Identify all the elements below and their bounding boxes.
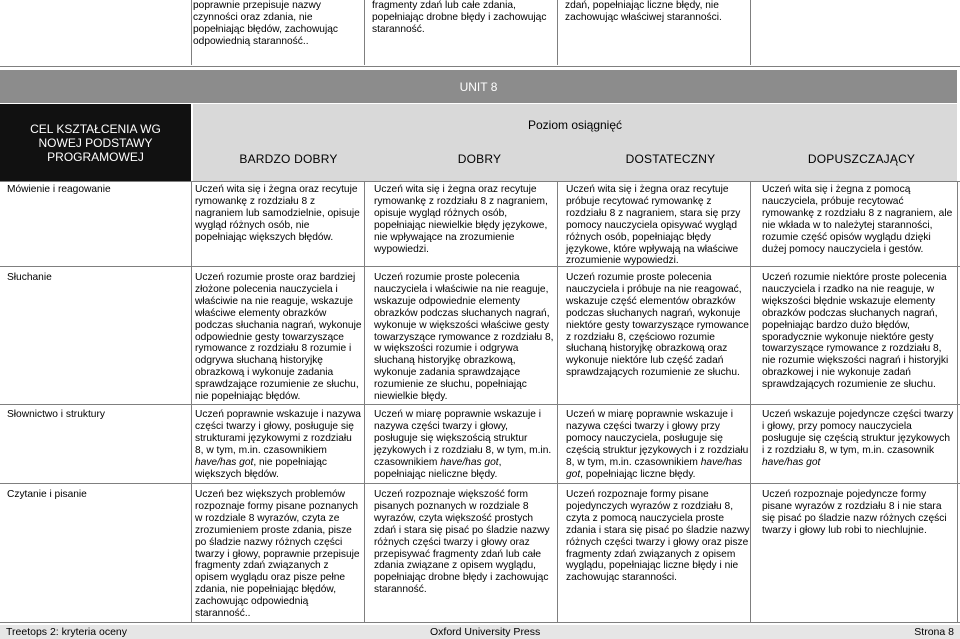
grade-dobry: DOBRY: [457, 152, 502, 166]
fragment-cell-1: poprawnie przepisuje nazwy czynności oraz zdania, nie popełniając błędów, zachowując odpowiednią staranność..: [193, 0, 338, 47]
grade-dopuszczajacy: DOPUSZCZAJĄCY: [807, 152, 916, 166]
cell-dostateczny: Uczeń rozpoznaje formy pisane pojedynczych wyrazów z rozdziału 8, czyta z pomocą nauczyciela proste zdania i stara się pisać po śladzie nazwy różnych części twarzy i głowy oraz pisze fragmenty zdań związanych z opisem wyglądu, popełniając liczne błędy i nie zachowując staranności.: [566, 489, 750, 584]
row-label-czytanie: Czytanie i pisanie: [7, 489, 87, 500]
cell-text: , nie popełniając większych błędów.: [195, 456, 327, 480]
cell-dopuszczajacy: Uczeń wita się i żegna z pomocą nauczyciela, próbuje recytować rymowankę z rozdziału 8 z nagraniem, ale nie wkłada w to należytej staranności, rozumie część opisów wyglądu dzięki dużej pomocy nauczyciela i gestów.: [762, 184, 953, 255]
divider: [0, 266, 960, 267]
unit-title: UNIT 8: [459, 79, 498, 94]
cell-dostateczny: Uczeń rozumie proste polecenia nauczyciela i próbuje na nie reagować, wskazuje część elementów obrazków podczas słuchanych nagrań, wykonuje niektóre gesty towarzyszące rymowance z rozdziału 8, częściowo rozumie słuchaną historyjkę obrazkową oraz wykonuje niektóre lub część zadań sprawdzających rozumienie ze słuchu.: [566, 272, 749, 379]
footer-right: Strona 8: [914, 626, 954, 638]
cell-dobry: Uczeń wita się i żegna oraz recytuje rymowankę z rozdziału 8 z nagraniem, opisuje wygląd różnych osób, popełniając niewielkie błędy językowe, nie wpływające na zrozumienie wypowiedzi.: [374, 184, 548, 255]
row-label-sluchanie: Słuchanie: [7, 272, 52, 283]
cell-text: Uczeń w miarę poprawnie wskazuje i nazywa części twarzy i głowy, posługuje się większością struktur językowych i z rozdziału 8, w tym, m.in. czasownikiem: [374, 409, 552, 468]
divider: [0, 181, 960, 182]
cel-ksztalcenia-header: [0, 104, 191, 181]
unit-title-bar: [0, 70, 957, 103]
cel-header-text: CEL KSZTAŁCENIA WG NOWEJ PODSTAWY PROGRAMOWEJ: [30, 121, 161, 164]
cell-text-italic: have/has got: [566, 456, 743, 480]
cell-text-italic: have/has got: [440, 456, 499, 468]
cell-text: Uczeń w miarę poprawnie wskazuje i nazywa części twarzy i głowy przy pomocy nauczyciela, posługuje się częścią struktur językowych i z rozdziału 8, w tym, m.in. czasownikiem: [566, 409, 749, 468]
cell-bardzo-dobry: Uczeń rozumie proste oraz bardziej złożone polecenia nauczyciela i właściwie na nie reaguje, wskazuje właściwe elementy obrazków podczas słuchania nagrań, wykonuje odpowiednie gesty towarzyszące rymowance z rozdziału 8 rozumie i odgrywa słuchaną historyjkę obrazkową i wykonuje zadania sprawdzające rozumienie ze słuchu, nie popełniając błędów.: [195, 272, 362, 403]
divider: [957, 181, 958, 623]
poziom-title: Poziom osiągnięć: [527, 118, 623, 132]
divider: [750, 0, 751, 65]
cell-dobry: Uczeń rozpoznaje większość form pisanych poznanych w rozdziale 8 wyrazów, czyta większość prostych zdań i stara się pisać po śladzie nazwy różnych części twarzy i głowy oraz przepisywać fragmenty zdań lub całe zdania związane z opisem wyglądu, popełniając drobne błędy i zachowując staranność.: [374, 489, 550, 596]
grade-dostateczny: DOSTATECZNY: [625, 152, 716, 166]
cell-bardzo-dobry: [195, 409, 363, 480]
cell-dopuszczajacy: Uczeń rozumie niektóre proste polecenia nauczyciela i rzadko na nie reaguje, w większości błędnie wskazuje elementy obrazków podczas słuchanych nagrań, popełniając bardzo dużo błędów, sporadycznie wykonuje niektóre gesty towarzyszące rymowance z rozdziału 8, nie rozumie większości nagrań i historyjki obrazkowej i nie wykonuje zadań sprawdzających rozumienie ze słuchu.: [762, 272, 949, 391]
cell-dostateczny: [566, 409, 750, 480]
cell-text: Uczeń poprawnie wskazuje i nazywa części twarzy i głowy, posługuje się strukturami językowymi z rozdziału 8, w tym, m.in. czasownikiem: [195, 409, 361, 456]
cell-dopuszczajacy: Uczeń rozpoznaje pojedyncze formy pisane wyrazów z rozdziału 8 i nie stara się pisać po śladzie nazw różnych części twarzy i głowy lub robi to niechlujnie.: [762, 489, 947, 536]
cell-dostateczny: Uczeń wita się i żegna oraz recytuje próbuje recytować rymowankę z rozdziału 8 z nagraniem, stara się przy pomocy nauczyciela opisywać wygląd różnych osób, popełniając błędy językowe, które wpływają na właściwe zrozumienie wypowiedzi.: [566, 184, 741, 267]
fragment-cell-3: zdań, popełniając liczne błędy, nie zachowując właściwej staranności.: [565, 0, 722, 23]
divider: [750, 181, 751, 623]
cell-text: , popełniając liczne błędy.: [580, 468, 696, 480]
divider: [557, 0, 558, 65]
divider: [0, 483, 960, 484]
cell-bardzo-dobry: Uczeń wita się i żegna oraz recytuje rymowankę z rozdziału 8 z nagraniem lub samodzielnie, opisuje wygląd różnych osób, nie popełniając większych błędów.: [195, 184, 360, 243]
divider: [0, 404, 960, 405]
footer-center: Oxford University Press: [430, 626, 541, 638]
divider: [364, 0, 365, 65]
divider: [191, 181, 192, 623]
divider: [364, 181, 365, 623]
poziom-osiagniec-header: [193, 104, 957, 181]
cell-bardzo-dobry: Uczeń bez większych problemów rozpoznaje formy pisane poznanych w rozdziale 8 wyrazów, czyta ze zrozumieniem proste zdania, pisze po śladzie nazwy różnych części twarzy i głowy, poprawnie przepisuje fragmenty zdań związanych z opisem wyglądu oraz pisze pełne zdania, nie popełniając błędów, zachowując odpowiednią staranność..: [195, 489, 360, 620]
cell-text-italic: have/has got: [195, 456, 254, 468]
cell-text: , popełniając nieliczne błędy.: [374, 456, 502, 480]
page-footer: [0, 625, 960, 639]
cell-dobry: [374, 409, 554, 480]
cell-text: Uczeń wskazuje pojedyncze części twarzy i głowy, przy pomocy nauczyciela posługuje się częścią struktur językowych i z rozdziału 8, w tym, m.in. czasownik: [762, 409, 954, 456]
row-label-slownictwo: Słownictwo i struktury: [7, 409, 105, 420]
cell-text-italic: have/has got: [762, 456, 821, 468]
divider: [191, 0, 192, 65]
divider: [557, 181, 558, 623]
divider: [0, 622, 960, 623]
cell-dopuszczajacy: [762, 409, 954, 469]
cell-dobry: Uczeń rozumie proste polecenia nauczyciela i właściwie na nie reaguje, wskazuje odpowiednie elementy obrazków podczas słuchanych nagrań, wykonuje w większości właściwe gesty towarzyszące rymowance z rozdziału 8, w większości rozumie i odgrywa słuchaną historyjkę obrazkową, wykonuje zadania sprawdzające rozumienie ze słuchu, popełniając niewielkie błędy.: [374, 272, 554, 403]
row-label-mowienie: Mówienie i reagowanie: [7, 184, 111, 195]
grade-bardzo-dobry: BARDZO DOBRY: [239, 152, 338, 166]
divider: [0, 66, 960, 67]
fragment-cell-2: fragmenty zdań lub całe zdania, popełniając drobne błędy i zachowując staranność.: [372, 0, 547, 35]
footer-left: Treetops 2: kryteria oceny: [6, 626, 127, 638]
